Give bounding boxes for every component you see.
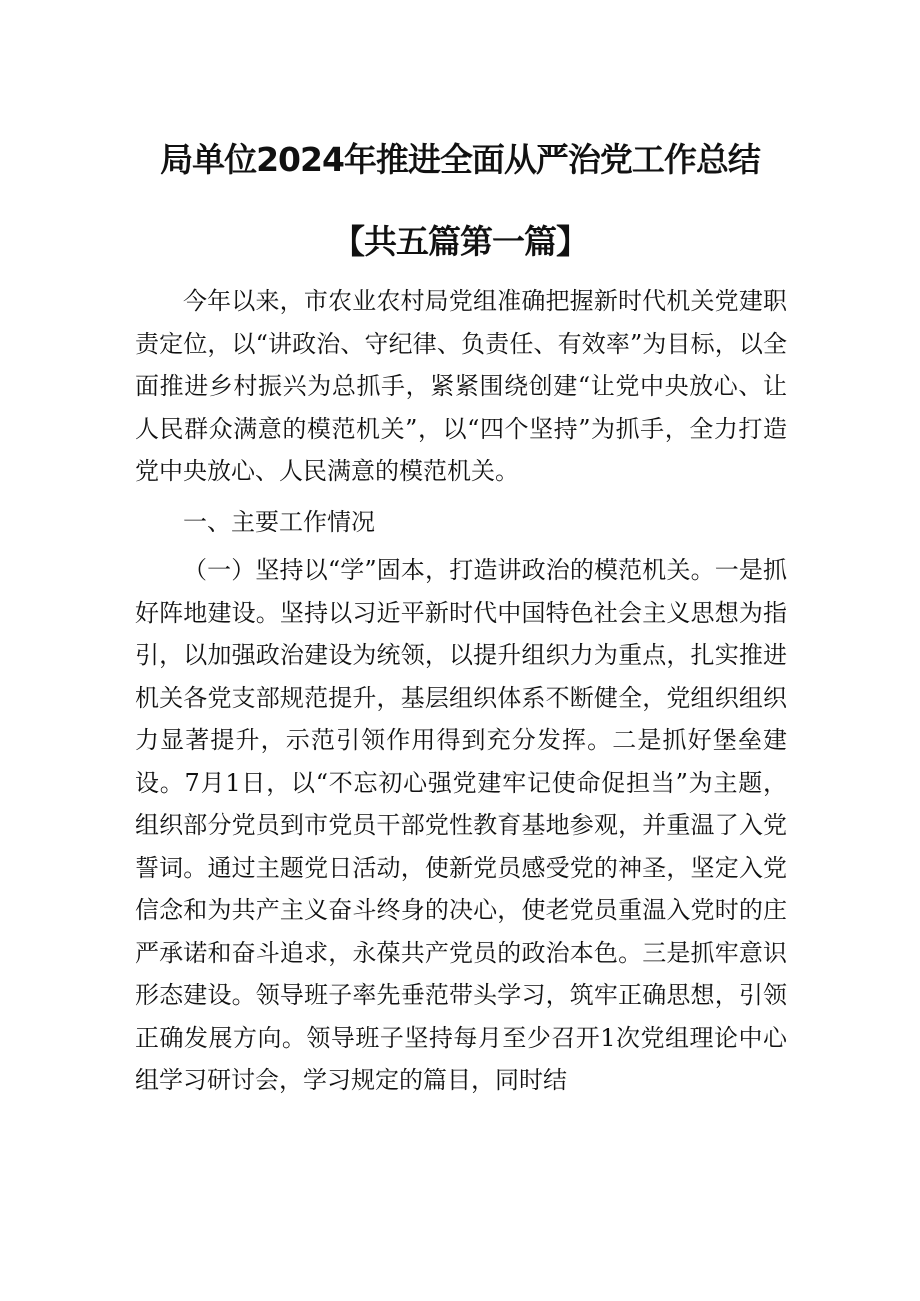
document-title: 局单位2024年推进全面从严治党工作总结 [160,140,760,179]
section-paragraph: （一）坚持以“学”固本，打造讲政治的模范机关。一是抓好阵地建设。坚持以习近平新时代中国特色社会主义思想为指引，以加强政治建设为统领，以提升组织力为重点，扎实推进机关各党支部规范提升，基层组织体系不断健全，党组织组织力显著提升，示范引领作用得到充分发挥。二是抓好堡垒建设。7月1日，以“不忘初心强党建牢记使命促担当”为主题，组织部分党员到市党员干部党性教育基地参观，并重温了入党誓词。通过主题党日活动，使新党员感受党的神圣，坚定入党信念和为共产主义奋斗终身的决心，使老党员重温入党时的庄严承诺和奋斗追求，永葆共产党员的政治本色。三是抓牢意识形态建设。领导班子率先垂范带头学习，筑牢正确思想，引领正确发展方向。领导班子坚持每月至少召开1次党组理论中心组学习研讨会，学习规定的篇目，同时结 [135,556,787,1094]
document-body [135,280,787,1110]
document-subtitle: 【共五篇第一篇】 [332,222,588,261]
section-heading: 一、主要工作情况 [183,507,375,536]
intro-paragraph: 今年以来，市农业农村局党组准确把握新时代机关党建职责定位，以“讲政治、守纪律、负责任、有效率”为目标，以全面推进乡村振兴为总抓手，紧紧围绕创建“让党中央放心、让人民群众满意的模范机关”，以“四个坚持”为抓手，全力打造党中央放心、人民满意的模范机关。 [135,287,787,485]
